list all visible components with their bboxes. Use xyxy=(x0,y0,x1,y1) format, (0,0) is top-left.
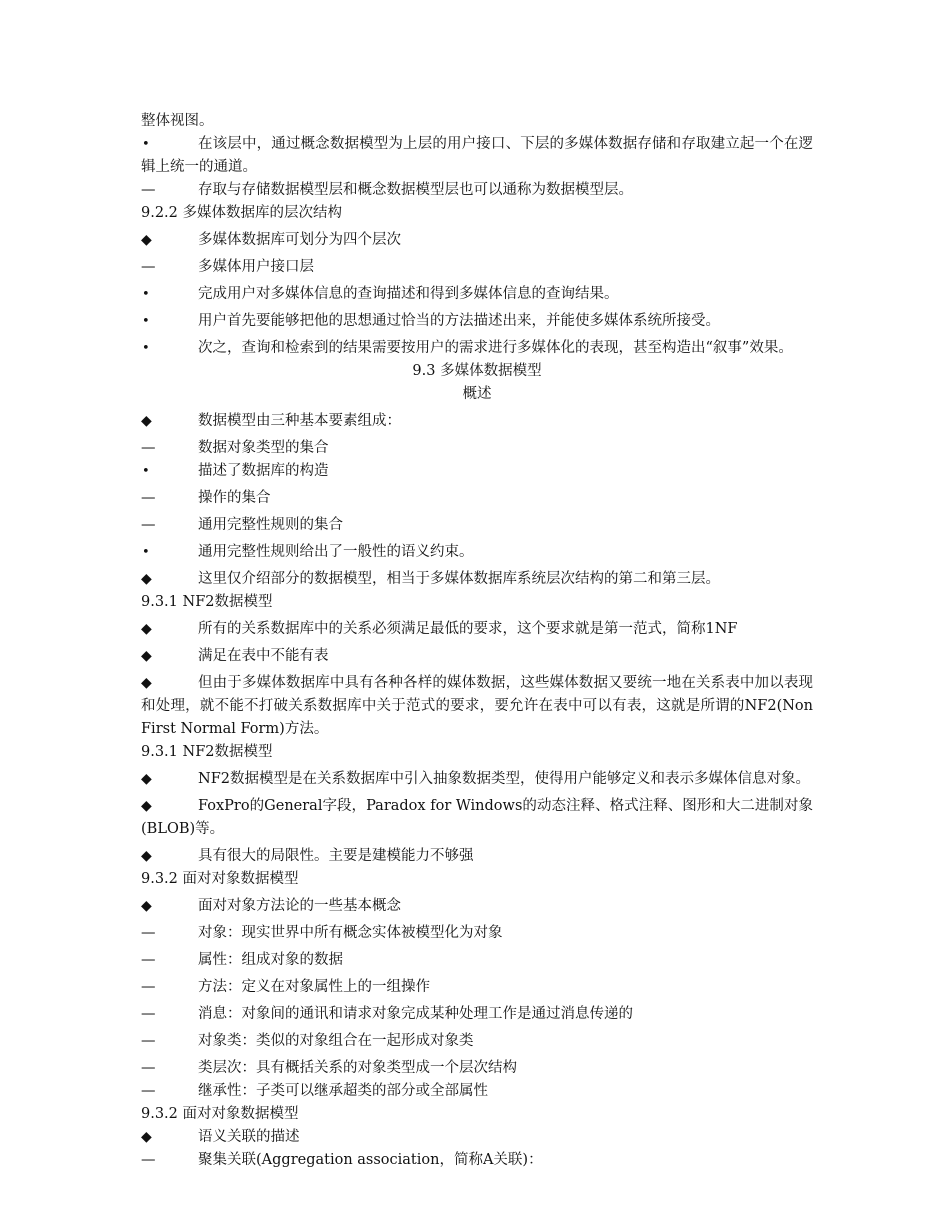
line-text: 完成用户对多媒体信息的查询描述和得到多媒体信息的查询结果。 xyxy=(198,286,619,302)
line-text: 9.3.1 NF2数据模型 xyxy=(141,744,273,760)
list-item xyxy=(141,410,813,433)
dot-bullet-icon: • xyxy=(142,545,150,560)
list-item xyxy=(141,618,813,641)
section-heading xyxy=(141,1103,813,1126)
list-item xyxy=(141,768,813,791)
dash-bullet-icon: — xyxy=(141,952,156,968)
list-item xyxy=(141,1030,813,1053)
line-text: 存取与存储数据模型层和概念数据模型层也可以通称为数据模型层。 xyxy=(198,182,633,198)
centered-title xyxy=(141,383,813,406)
list-item xyxy=(141,795,813,841)
line-text: 但由于多媒体数据库中具有各种各样的媒体数据，这些媒体数据又要统一地在关系表中加以表现和处理，就不能不打破关系数据库中关于范式的要求，要允许在表中可以有表，这就是所谓的NF2(Non First Normal Form)方法。 xyxy=(141,675,813,737)
list-item xyxy=(141,283,813,306)
list-item xyxy=(141,845,813,868)
diamond-bullet-icon: ◆ xyxy=(141,648,152,664)
line-text: 9.2.2 多媒体数据库的层次结构 xyxy=(141,205,343,221)
dash-bullet-icon: — xyxy=(141,979,156,995)
line-text: 数据对象类型的集合 xyxy=(198,440,329,456)
list-item xyxy=(141,1080,813,1103)
line-text: 继承性：子类可以继承超类的部分或全部属性 xyxy=(198,1083,488,1099)
line-text: 这里仅介绍部分的数据模型，相当于多媒体数据库系统层次结构的第二和第三层。 xyxy=(198,571,720,587)
dash-bullet-icon: — xyxy=(141,1060,156,1076)
section-heading xyxy=(141,741,813,764)
list-item xyxy=(141,514,813,537)
line-text: 面对对象方法论的一些基本概念 xyxy=(198,898,401,914)
dot-bullet-icon: • xyxy=(142,287,150,302)
line-text: 聚集关联(Aggregation association，简称A关联)： xyxy=(198,1152,543,1168)
line-text: 多媒体用户接口层 xyxy=(198,259,314,275)
line-text: 9.3 多媒体数据模型 xyxy=(412,363,542,379)
diamond-bullet-icon: ◆ xyxy=(141,621,152,637)
diamond-bullet-icon: ◆ xyxy=(141,1129,152,1145)
diamond-bullet-icon: ◆ xyxy=(141,413,152,429)
line-text: 用户首先要能够把他的思想通过恰当的方法描述出来，并能使多媒体系统所接受。 xyxy=(198,313,720,329)
list-item xyxy=(141,895,813,918)
line-text: 对象：现实世界中所有概念实体被模型化为对象 xyxy=(198,925,503,941)
line-text: 通用完整性规则的集合 xyxy=(198,517,343,533)
line-text: 在该层中，通过概念数据模型为上层的用户接口、下层的多媒体数据存储和存取建立起一个在逻辑上统一的通道。 xyxy=(141,136,813,175)
dash-bullet-icon: — xyxy=(141,1083,156,1099)
list-item xyxy=(141,541,813,564)
list-item xyxy=(141,179,813,202)
dash-bullet-icon: — xyxy=(141,1006,156,1022)
line-text: 9.3.1 NF2数据模型 xyxy=(141,594,273,610)
line-text: FoxPro的General字段，Paradox for Windows的动态注释、格式注释、图形和大二进制对象(BLOB)等。 xyxy=(141,798,813,837)
dash-bullet-icon: — xyxy=(141,490,156,506)
list-item xyxy=(141,922,813,945)
list-item xyxy=(141,1149,813,1172)
diamond-bullet-icon: ◆ xyxy=(141,798,152,814)
dash-bullet-icon: — xyxy=(141,517,156,533)
line-text: 多媒体数据库可划分为四个层次 xyxy=(198,232,401,248)
dash-bullet-icon: — xyxy=(141,925,156,941)
dot-bullet-icon: • xyxy=(142,464,150,479)
document-body xyxy=(141,110,813,1172)
centered-title xyxy=(141,360,813,383)
line-text: 概述 xyxy=(462,386,492,402)
list-item xyxy=(141,568,813,591)
list-item xyxy=(141,437,813,460)
diamond-bullet-icon: ◆ xyxy=(141,232,152,248)
line-text: 具有很大的局限性。主要是建模能力不够强 xyxy=(198,848,474,864)
list-item xyxy=(141,672,813,741)
diamond-bullet-icon: ◆ xyxy=(141,848,152,864)
line-text: 操作的集合 xyxy=(198,490,271,506)
section-heading xyxy=(141,202,813,225)
diamond-bullet-icon: ◆ xyxy=(141,675,152,691)
list-item xyxy=(141,110,813,133)
dot-bullet-icon: • xyxy=(142,137,150,152)
section-heading xyxy=(141,868,813,891)
list-item xyxy=(141,229,813,252)
line-text: 类层次：具有概括关系的对象类型成一个层次结构 xyxy=(198,1060,517,1076)
dash-bullet-icon: — xyxy=(141,259,156,275)
diamond-bullet-icon: ◆ xyxy=(141,771,152,787)
list-item xyxy=(141,949,813,972)
list-item xyxy=(141,310,813,333)
list-item xyxy=(141,976,813,999)
dash-bullet-icon: — xyxy=(141,1152,156,1168)
list-item xyxy=(141,256,813,279)
section-heading xyxy=(141,591,813,614)
line-text: 数据模型由三种基本要素组成： xyxy=(198,413,401,429)
line-text: 9.3.2 面对对象数据模型 xyxy=(141,1106,299,1122)
list-item xyxy=(141,460,813,483)
line-text: 语义关联的描述 xyxy=(198,1129,300,1145)
line-text: 满足在表中不能有表 xyxy=(198,648,329,664)
line-text: 消息：对象间的通讯和请求对象完成某种处理工作是通过消息传递的 xyxy=(198,1006,633,1022)
list-item xyxy=(141,1003,813,1026)
line-text: 方法：定义在对象属性上的一组操作 xyxy=(198,979,430,995)
dot-bullet-icon: • xyxy=(142,314,150,329)
line-text: 对象类：类似的对象组合在一起形成对象类 xyxy=(198,1033,474,1049)
line-text: 所有的关系数据库中的关系必须满足最低的要求，这个要求就是第一范式，简称1NF xyxy=(198,621,738,637)
list-item xyxy=(141,337,813,360)
list-item xyxy=(141,645,813,668)
list-item xyxy=(141,133,813,179)
diamond-bullet-icon: ◆ xyxy=(141,898,152,914)
dot-bullet-icon: • xyxy=(142,341,150,356)
line-text: 次之，查询和检索到的结果需要按用户的需求进行多媒体化的表现，甚至构造出“叙事”效果。 xyxy=(198,340,793,356)
dash-bullet-icon: — xyxy=(141,1033,156,1049)
list-item xyxy=(141,487,813,510)
line-text: 属性：组成对象的数据 xyxy=(198,952,343,968)
line-text: 通用完整性规则给出了一般性的语义约束。 xyxy=(198,544,474,560)
dash-bullet-icon: — xyxy=(141,182,156,198)
line-text: NF2数据模型是在关系数据库中引入抽象数据类型，使得用户能够定义和表示多媒体信息对象。 xyxy=(198,771,810,787)
line-text: 整体视图。 xyxy=(141,113,214,129)
line-text: 描述了数据库的构造 xyxy=(198,463,329,479)
dash-bullet-icon: — xyxy=(141,440,156,456)
diamond-bullet-icon: ◆ xyxy=(141,571,152,587)
list-item xyxy=(141,1126,813,1149)
list-item xyxy=(141,1057,813,1080)
line-text: 9.3.2 面对对象数据模型 xyxy=(141,871,299,887)
